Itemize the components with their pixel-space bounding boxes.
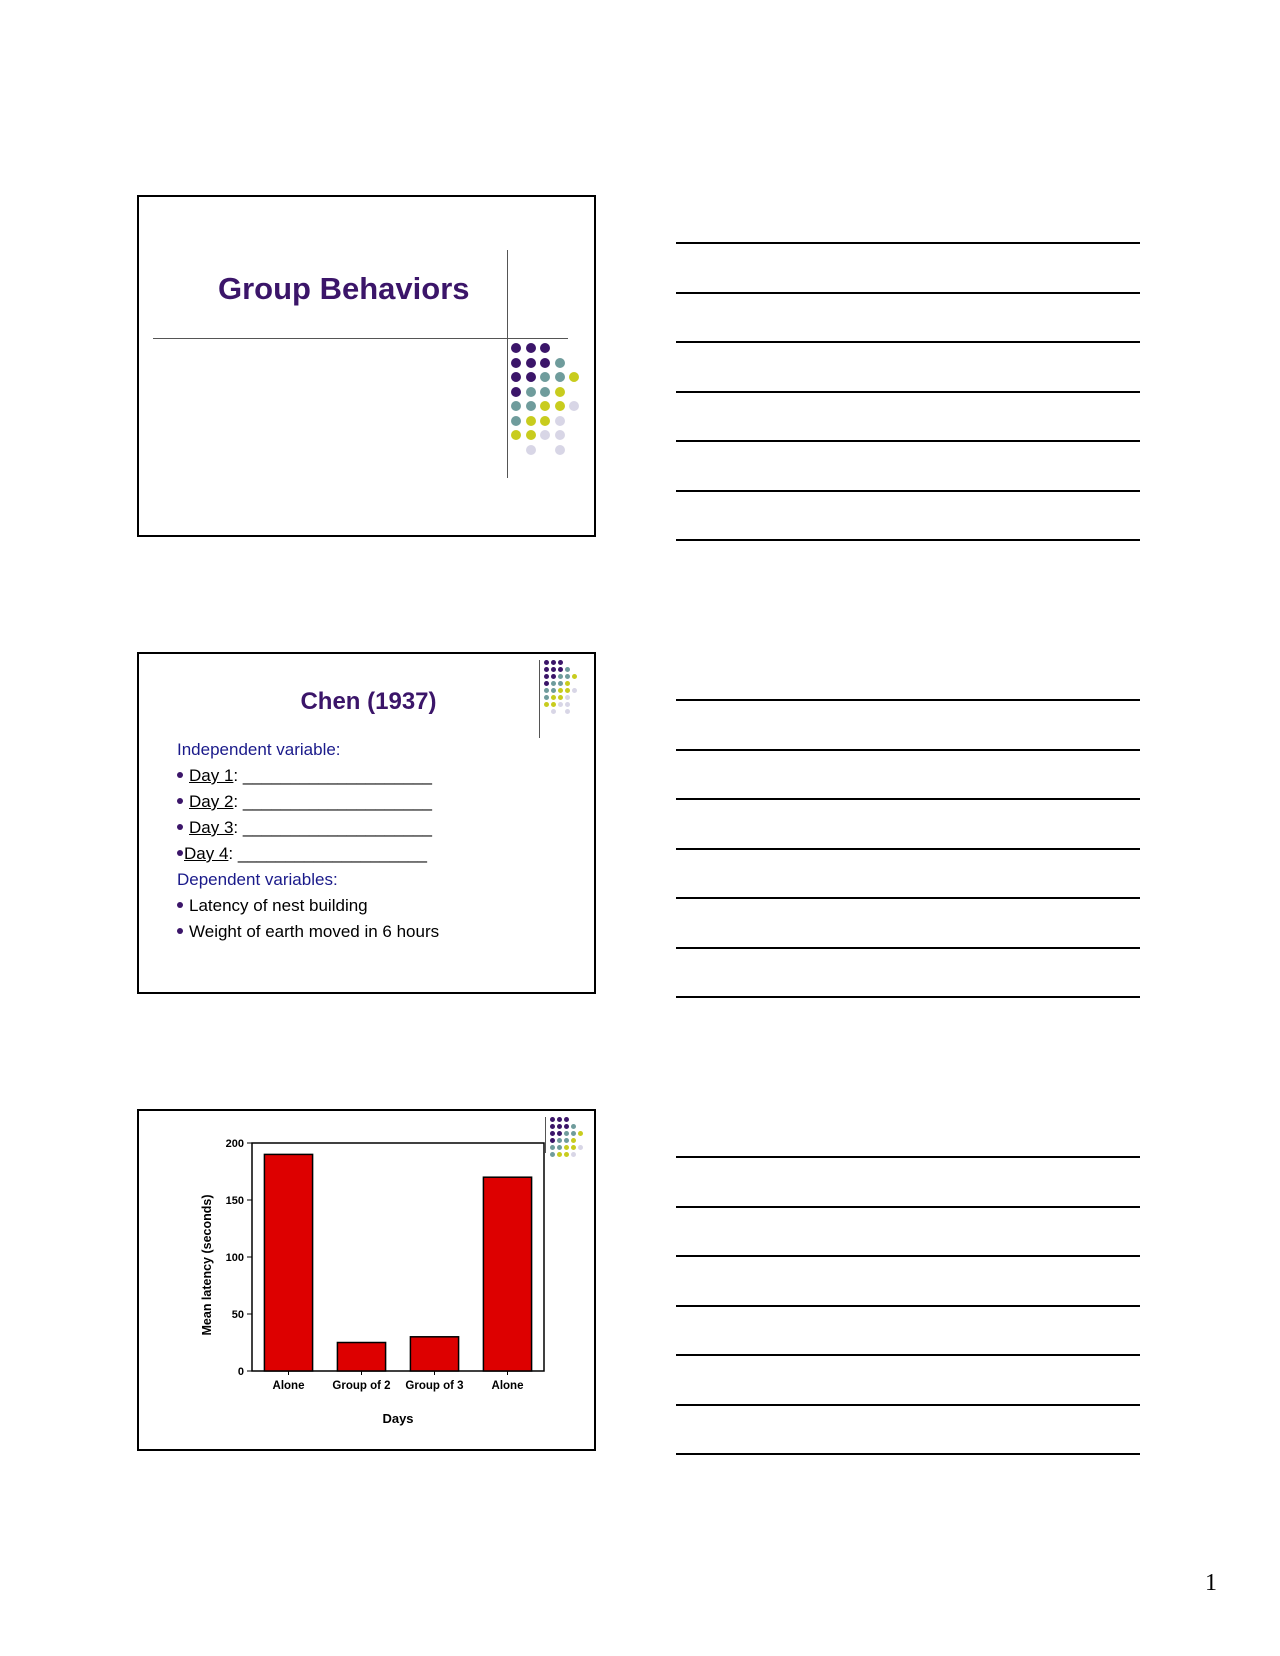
vertical-divider: [507, 250, 508, 478]
y-tick-label: 150: [225, 1195, 244, 1207]
dot: [540, 416, 550, 426]
dot: [550, 1152, 555, 1157]
list-item: Day 3: ____________________: [177, 815, 439, 841]
dot: [526, 372, 536, 382]
dot: [578, 1131, 583, 1136]
bullet-icon: [177, 902, 183, 908]
bar: [337, 1343, 385, 1372]
dot: [555, 358, 565, 368]
note-line: [676, 798, 1140, 800]
dot: [564, 1152, 569, 1157]
note-line: [676, 848, 1140, 850]
bullet-icon: [177, 798, 183, 804]
vertical-divider: [545, 1117, 546, 1153]
dot: [557, 1145, 562, 1150]
dot: [544, 660, 549, 665]
dot: [544, 674, 549, 679]
dot: [551, 660, 556, 665]
dot: [557, 1124, 562, 1129]
dot: [526, 416, 536, 426]
y-axis-label: Mean latency (seconds): [200, 1194, 214, 1336]
dot: [511, 416, 521, 426]
dot: [569, 401, 579, 411]
dot: [540, 430, 550, 440]
dot: [564, 1145, 569, 1150]
slide-group-behaviors: [137, 195, 596, 537]
dot: [540, 387, 550, 397]
dot: [540, 343, 550, 353]
slide-title: Group Behaviors: [218, 271, 470, 306]
dot: [555, 401, 565, 411]
list-item: Day 2: ____________________: [177, 789, 439, 815]
dot: [540, 401, 550, 411]
dot: [540, 358, 550, 368]
dot: [557, 1138, 562, 1143]
dot: [511, 372, 521, 382]
note-line: [676, 1354, 1140, 1356]
note-line: [676, 749, 1140, 751]
dot: [555, 445, 565, 455]
dot: [572, 674, 577, 679]
title-divider: [153, 338, 568, 339]
note-line: [676, 490, 1140, 492]
note-line: [676, 996, 1140, 998]
dot: [526, 358, 536, 368]
dot: [571, 1124, 576, 1129]
dot: [555, 416, 565, 426]
list-item: Weight of earth moved in 6 hours: [177, 919, 439, 945]
dot: [511, 430, 521, 440]
dot: [550, 1117, 555, 1122]
dot: [565, 667, 570, 672]
dot: [558, 681, 563, 686]
note-line: [676, 897, 1140, 899]
y-tick-label: 200: [225, 1138, 244, 1150]
note-line: [676, 1206, 1140, 1208]
dot: [526, 445, 536, 455]
note-line: [676, 1453, 1140, 1455]
dot: [557, 1117, 562, 1122]
bar: [410, 1337, 458, 1371]
note-line: [676, 391, 1140, 393]
independent-variable-heading: Independent variable:: [177, 740, 341, 759]
bullet-icon: [177, 928, 183, 934]
dot: [511, 401, 521, 411]
dot: [571, 1131, 576, 1136]
dot: [526, 430, 536, 440]
slide-chen-1937: [137, 652, 596, 994]
dot: [540, 372, 550, 382]
dot: [558, 660, 563, 665]
dot: [571, 1138, 576, 1143]
dot: [571, 1152, 576, 1157]
note-line: [676, 341, 1140, 343]
note-line: [676, 1156, 1140, 1158]
x-axis-label: Days: [382, 1411, 414, 1426]
y-tick-label: 50: [231, 1309, 244, 1321]
bar: [264, 1154, 312, 1371]
y-tick-label: 0: [237, 1366, 244, 1378]
dot: [551, 681, 556, 686]
list-item: Latency of nest building: [177, 893, 439, 919]
bullet-icon: [177, 850, 183, 856]
dot: [565, 681, 570, 686]
dot: [550, 1131, 555, 1136]
dot: [551, 674, 556, 679]
dot: [511, 387, 521, 397]
y-tick-label: 100: [225, 1252, 244, 1264]
dependent-variables-heading: Dependent variables:: [177, 870, 338, 889]
x-tick-label: Alone: [491, 1380, 524, 1392]
dot: [551, 667, 556, 672]
dot: [557, 1131, 562, 1136]
dot: [564, 1124, 569, 1129]
dot: [557, 1152, 562, 1157]
bullet-icon: [177, 772, 183, 778]
dot: [578, 1145, 583, 1150]
dot: [526, 387, 536, 397]
dot: [565, 674, 570, 679]
note-line: [676, 292, 1140, 294]
note-line: [676, 242, 1140, 244]
slide-body: [177, 737, 439, 945]
dot: [571, 1145, 576, 1150]
slide-latency-chart: [137, 1109, 596, 1451]
note-line: [676, 1305, 1140, 1307]
note-line: [676, 1404, 1140, 1406]
x-tick-label: Group of 3: [405, 1380, 464, 1392]
dot: [558, 674, 563, 679]
dot: [555, 372, 565, 382]
page-number: 1: [1205, 1570, 1217, 1596]
dot: [564, 1117, 569, 1122]
note-line: [676, 699, 1140, 701]
x-tick-label: Group of 2: [332, 1380, 391, 1392]
x-tick-label: Alone: [272, 1380, 305, 1392]
note-line: [676, 539, 1140, 541]
dot: [550, 1124, 555, 1129]
list-item: Day 4: ____________________: [177, 841, 439, 867]
note-line: [676, 947, 1140, 949]
dot: [555, 430, 565, 440]
dot: [564, 1138, 569, 1143]
dot: [550, 1138, 555, 1143]
bullet-icon: [177, 824, 183, 830]
bar: [483, 1177, 531, 1371]
slide-title: Chen (1937): [300, 688, 437, 715]
dot: [511, 343, 521, 353]
dot: [564, 1131, 569, 1136]
bar-chart: [139, 1111, 594, 1449]
dot: [526, 401, 536, 411]
dot: [544, 681, 549, 686]
dot: [526, 343, 536, 353]
dot: [569, 372, 579, 382]
dot: [558, 667, 563, 672]
dot: [550, 1145, 555, 1150]
note-line: [676, 1255, 1140, 1257]
dot: [555, 387, 565, 397]
list-item: Day 1: ____________________: [177, 763, 439, 789]
dot: [511, 358, 521, 368]
dot: [544, 667, 549, 672]
note-line: [676, 440, 1140, 442]
